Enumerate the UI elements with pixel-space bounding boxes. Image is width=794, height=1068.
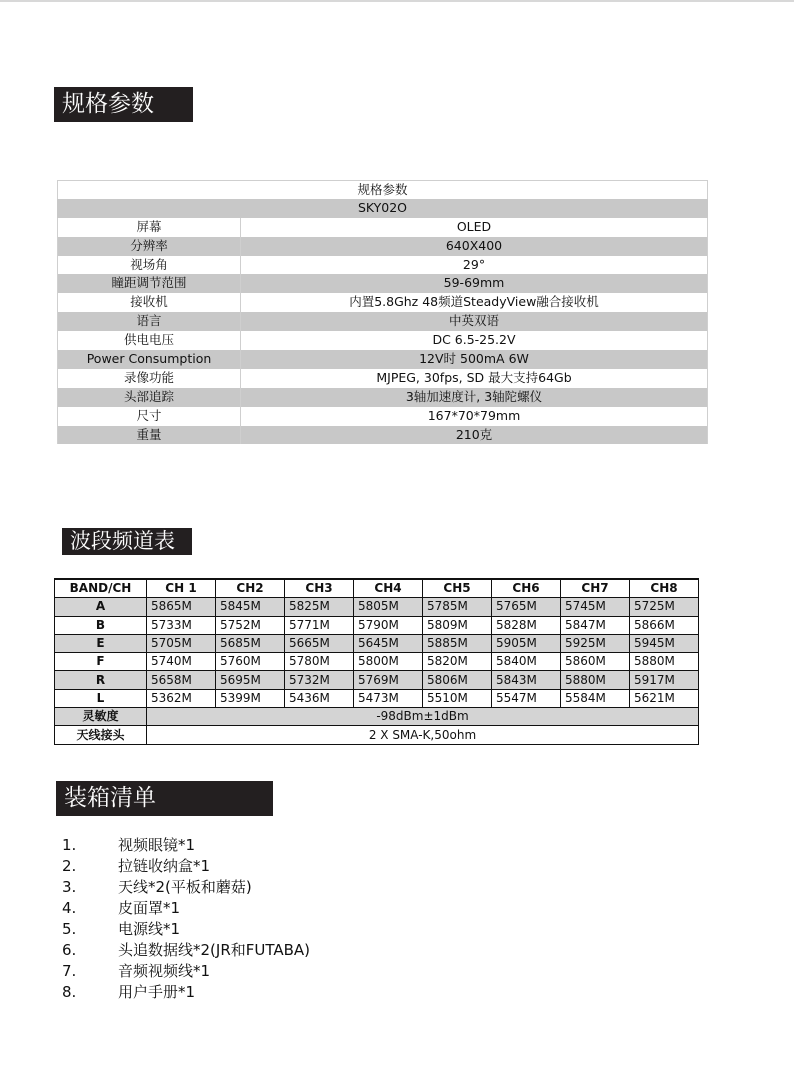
spec-row xyxy=(57,218,708,237)
packing-list-item xyxy=(62,982,310,1003)
spec-row xyxy=(57,369,708,388)
antenna-row xyxy=(55,726,699,744)
spec-row xyxy=(57,293,708,312)
band-row xyxy=(55,634,699,652)
antenna-label: 天线接头 xyxy=(55,726,147,744)
spec-row xyxy=(57,350,708,369)
packing-item-number: 7. xyxy=(62,962,77,980)
spec-value: 中英双语 xyxy=(448,313,499,329)
packing-item-number: 5. xyxy=(62,920,77,938)
packing-item-number: 3. xyxy=(62,878,77,896)
spec-row xyxy=(57,312,708,331)
band-freq-cell: 5362M xyxy=(147,689,216,707)
packing-item-text: 音频视频线*1 xyxy=(118,962,211,980)
band-freq-cell: 5847M xyxy=(561,616,630,634)
spec-model-value: SKY02O xyxy=(357,199,408,215)
band-freq-cell: 5771M xyxy=(285,616,354,634)
band-header-cell: CH6 xyxy=(492,579,561,598)
band-header-cell: CH8 xyxy=(630,579,699,598)
band-freq-cell: 5665M xyxy=(285,634,354,652)
spec-value: 内置5.8Ghz 48频道SteadyView融合接收机 xyxy=(349,294,599,310)
spec-row xyxy=(57,388,708,407)
band-freq-cell: 5745M xyxy=(561,598,630,616)
band-freq-cell: 5725M xyxy=(630,598,699,616)
band-header-cell: CH2 xyxy=(216,579,285,598)
band-freq-cell: 5584M xyxy=(561,689,630,707)
band-freq-cell: 5645M xyxy=(354,634,423,652)
band-label: R xyxy=(55,671,147,689)
spec-label: 瞳距调节范围 xyxy=(58,274,241,293)
packing-list-item xyxy=(62,877,310,898)
band-header-cell: CH3 xyxy=(285,579,354,598)
packing-item-number: 8. xyxy=(62,983,77,1001)
packing-item-text: 电源线*1 xyxy=(118,920,181,938)
band-header-cell: CH4 xyxy=(354,579,423,598)
packing-item-text: 拉链收纳盒*1 xyxy=(118,857,211,875)
band-row xyxy=(55,653,699,671)
spec-model-row xyxy=(57,199,708,218)
spec-value: 210克 xyxy=(455,426,493,442)
band-row xyxy=(55,598,699,616)
spec-label: Power Consumption xyxy=(58,350,241,369)
spec-label: 语言 xyxy=(58,312,241,331)
band-freq-cell: 5547M xyxy=(492,689,561,707)
spec-value: 640X400 xyxy=(445,237,503,253)
packing-list-item xyxy=(62,835,310,856)
band-freq-cell: 5705M xyxy=(147,634,216,652)
band-freq-cell: 5658M xyxy=(147,671,216,689)
band-freq-cell: 5780M xyxy=(285,653,354,671)
spec-value: OLED xyxy=(456,218,492,234)
spec-table-header-text: 规格参数 xyxy=(357,182,408,197)
packing-list-item xyxy=(62,919,310,940)
packing-list-item xyxy=(62,898,310,919)
spec-table xyxy=(57,180,708,444)
spec-value: 12V时 500mA 6W xyxy=(419,351,529,367)
spec-label: 录像功能 xyxy=(58,369,241,388)
band-label: A xyxy=(55,598,147,616)
band-freq-cell: 5825M xyxy=(285,598,354,616)
spec-table-header xyxy=(57,180,708,199)
band-row xyxy=(55,671,699,689)
packing-list-item xyxy=(62,856,310,877)
band-freq-cell: 5765M xyxy=(492,598,561,616)
packing-list-item xyxy=(62,961,310,982)
spec-row xyxy=(57,256,708,275)
band-freq-cell: 5685M xyxy=(216,634,285,652)
packing-item-text: 皮面罩*1 xyxy=(118,899,181,917)
band-freq-cell: 5785M xyxy=(423,598,492,616)
spec-label: 视场角 xyxy=(58,256,241,275)
band-freq-cell: 5945M xyxy=(630,634,699,652)
band-freq-cell: 5436M xyxy=(285,689,354,707)
band-header-cell: CH7 xyxy=(561,579,630,598)
band-freq-cell: 5806M xyxy=(423,671,492,689)
packing-item-text: 天线*2(平板和蘑菇) xyxy=(118,878,252,896)
band-freq-cell: 5860M xyxy=(561,653,630,671)
spec-label: 接收机 xyxy=(58,293,241,312)
band-freq-cell: 5732M xyxy=(285,671,354,689)
band-freq-cell: 5843M xyxy=(492,671,561,689)
band-header-cell: CH5 xyxy=(423,579,492,598)
spec-row xyxy=(57,426,708,445)
band-channel-table xyxy=(54,578,699,745)
spec-value: 167*70*79mm xyxy=(427,407,521,423)
band-freq-cell: 5809M xyxy=(423,616,492,634)
band-label: B xyxy=(55,616,147,634)
packing-item-number: 6. xyxy=(62,941,77,959)
band-row xyxy=(55,616,699,634)
band-section-title: 波段频道表 xyxy=(62,528,192,555)
band-freq-cell: 5840M xyxy=(492,653,561,671)
band-freq-cell: 5800M xyxy=(354,653,423,671)
band-header-cell: BAND/CH xyxy=(55,579,147,598)
antenna-value: 2 X SMA-K,50ohm xyxy=(147,726,699,744)
spec-label: 屏幕 xyxy=(58,218,241,237)
band-header-cell: CH 1 xyxy=(147,579,216,598)
spec-row xyxy=(57,407,708,426)
packing-item-number: 4. xyxy=(62,899,77,917)
packing-section-title: 装箱清单 xyxy=(56,781,273,816)
band-freq-cell: 5917M xyxy=(630,671,699,689)
band-row xyxy=(55,689,699,707)
spec-label: 尺寸 xyxy=(58,407,241,426)
packing-item-number: 1. xyxy=(62,836,77,854)
band-freq-cell: 5805M xyxy=(354,598,423,616)
band-label: L xyxy=(55,689,147,707)
band-freq-cell: 5621M xyxy=(630,689,699,707)
band-freq-cell: 5880M xyxy=(630,653,699,671)
band-freq-cell: 5885M xyxy=(423,634,492,652)
band-label: E xyxy=(55,634,147,652)
packing-item-text: 用户手册*1 xyxy=(118,983,196,1001)
band-freq-cell: 5510M xyxy=(423,689,492,707)
spec-row xyxy=(57,331,708,350)
spec-value: 29° xyxy=(462,256,486,272)
spec-value: MJPEG, 30fps, SD 最大支持64Gb xyxy=(376,369,572,385)
band-freq-cell: 5399M xyxy=(216,689,285,707)
band-freq-cell: 5905M xyxy=(492,634,561,652)
spec-label: 供电电压 xyxy=(58,331,241,350)
spec-label: 头部追踪 xyxy=(58,388,241,407)
band-freq-cell: 5760M xyxy=(216,653,285,671)
band-freq-cell: 5733M xyxy=(147,616,216,634)
spec-label: 重量 xyxy=(58,426,241,445)
sensitivity-label: 灵敏度 xyxy=(55,708,147,726)
spec-row xyxy=(57,274,708,293)
band-freq-cell: 5695M xyxy=(216,671,285,689)
band-freq-cell: 5866M xyxy=(630,616,699,634)
packing-list-item xyxy=(62,940,310,961)
band-freq-cell: 5473M xyxy=(354,689,423,707)
band-freq-cell: 5865M xyxy=(147,598,216,616)
packing-item-text: 视频眼镜*1 xyxy=(118,836,196,854)
sensitivity-value: -98dBm±1dBm xyxy=(147,708,699,726)
spec-value: DC 6.5-25.2V xyxy=(432,332,516,348)
packing-item-number: 2. xyxy=(62,857,77,875)
band-freq-cell: 5880M xyxy=(561,671,630,689)
band-freq-cell: 5828M xyxy=(492,616,561,634)
sensitivity-row xyxy=(55,708,699,726)
band-label: F xyxy=(55,653,147,671)
band-freq-cell: 5740M xyxy=(147,653,216,671)
top-divider xyxy=(0,0,794,2)
band-freq-cell: 5752M xyxy=(216,616,285,634)
band-freq-cell: 5845M xyxy=(216,598,285,616)
packing-list xyxy=(62,835,310,1003)
band-table-header-row xyxy=(55,579,699,598)
band-freq-cell: 5820M xyxy=(423,653,492,671)
specs-section-title: 规格参数 xyxy=(54,87,193,122)
band-freq-cell: 5790M xyxy=(354,616,423,634)
spec-value: 59-69mm xyxy=(443,275,505,291)
packing-item-text: 头追数据线*2(JR和FUTABA) xyxy=(118,941,311,959)
band-freq-cell: 5925M xyxy=(561,634,630,652)
spec-row xyxy=(57,237,708,256)
spec-value: 3轴加速度计, 3轴陀螺仪 xyxy=(405,388,543,404)
spec-label: 分辨率 xyxy=(58,237,241,256)
band-freq-cell: 5769M xyxy=(354,671,423,689)
